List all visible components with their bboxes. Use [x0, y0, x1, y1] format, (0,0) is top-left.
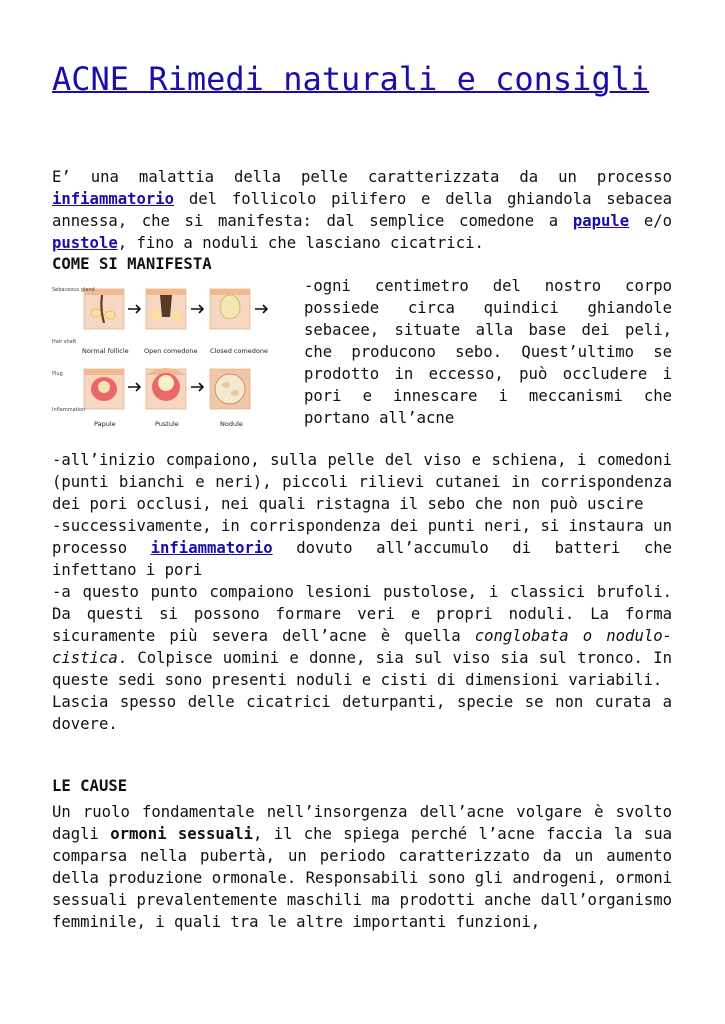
intro-text-2: del follicolo pilifero e della ghiandola sebacea annessa, che si manifesta: dal semplice comedone a — [52, 190, 672, 230]
label-nodule: Nodule — [220, 420, 243, 428]
label-hair-shaft: Hair shaft — [52, 339, 77, 345]
paragraph-cause — [52, 801, 672, 933]
label-inflammation: Inflammation — [52, 407, 86, 413]
arrow-icon — [191, 383, 203, 391]
link-infiammatorio-2[interactable]: infiammatorio — [150, 539, 273, 557]
pustule-drawing — [146, 368, 186, 409]
closed-comedone-drawing — [210, 289, 250, 329]
heading-come-si-manifesta: COME SI MANIFESTA — [52, 255, 212, 273]
paragraph-infiammazione — [52, 515, 672, 581]
intro-text-1: E’ una malattia della pelle caratterizzata da un processo — [52, 168, 672, 186]
text-segment: -successivamente, in corrispondenza dei punti neri, si instaura un processo — [52, 517, 672, 557]
heading-le-cause: LE CAUSE — [52, 777, 128, 795]
arrow-icon — [128, 305, 140, 313]
emphasis-conglobata: conglobata o nodulo-cistica — [52, 627, 672, 667]
manifestation-body — [52, 449, 672, 735]
paragraph-cicatrici: Lascia spesso delle cicatrici deturpanti, specie se non curata a dovere. — [52, 693, 672, 733]
link-papule[interactable]: papule — [572, 212, 630, 230]
side-paragraph: -ogni centimetro del nostro corpo possiede circa quindici ghiandole sebacee, situate alla base dei peli, che producono sebo. Quest’ultimo se prodotto in eccesso, può occludere i pori e innescare i meccanismi che portano all’acne — [304, 277, 672, 427]
link-infiammatorio[interactable]: infiammatorio — [52, 190, 175, 208]
title-link[interactable]: ACNE Rimedi naturali e consigli — [52, 60, 650, 98]
label-open-comedone: Open comedone — [144, 347, 198, 355]
papule-drawing — [84, 369, 124, 409]
label-sebaceous-gland: Sebaceous gland — [52, 287, 95, 293]
text-segment: dovuto all’accumulo di batteri che infettano i pori — [52, 539, 672, 579]
open-comedone-drawing — [146, 289, 186, 329]
intro-text-4: , fino a noduli che lasciano cicatrici. — [117, 234, 484, 252]
link-pustole[interactable]: pustole — [52, 234, 118, 252]
paragraph-brufoli — [52, 581, 672, 691]
label-pustule: Pustule — [155, 420, 179, 428]
label-papule: Papule — [94, 420, 116, 428]
text-segment: , il che spiega perché l’acne faccia la sua comparsa nella pubertà, un periodo caratterizzato da un aumento della produzione ormonale. Responsabili sono gli androgeni, ormoni sessuali prevalentemente maschili ma prodotti anche dall’organismo femminile, i quali tra le altre importanti funzioni, — [52, 825, 672, 931]
arrow-icon — [128, 383, 140, 391]
acne-stages-illustration — [52, 283, 280, 433]
nodule-drawing — [210, 369, 250, 409]
arrow-icon — [255, 305, 267, 313]
bold-ormoni-sessuali: ormoni sessuali — [110, 825, 253, 843]
label-plug: Plug — [52, 371, 63, 377]
arrow-icon — [191, 305, 203, 313]
text-segment: Un ruolo fondamentale nell’insorgenza dell’acne volgare è svolto dagli — [52, 803, 672, 843]
label-closed-comedone: Closed comedone — [210, 347, 269, 355]
paragraph-comedoni: -all’inizio compaiono, sulla pelle del viso e schiena, i comedoni (punti bianchi e neri), piccoli rilievi cutanei in corrispondenza dei pori occlusi, nei quali ristagna il sebo che non può uscire — [52, 451, 672, 513]
page-title — [52, 57, 672, 101]
intro-paragraph — [52, 166, 672, 254]
normal-follicle-drawing — [84, 289, 124, 329]
intro-text-3: e/o — [629, 212, 672, 230]
text-segment: -a questo punto compaiono lesioni pustolose, i classici brufoli. Da questi si possono formare veri e propri noduli. La forma sicuramente più severa dell’acne è quella — [52, 583, 672, 645]
text-segment: . Colpisce uomini e donne, sia sul viso sia sul tronco. In queste sedi sono presenti noduli e cisti di dimensioni variabili. — [52, 649, 672, 689]
label-normal-follicle: Normal follicle — [82, 347, 129, 355]
